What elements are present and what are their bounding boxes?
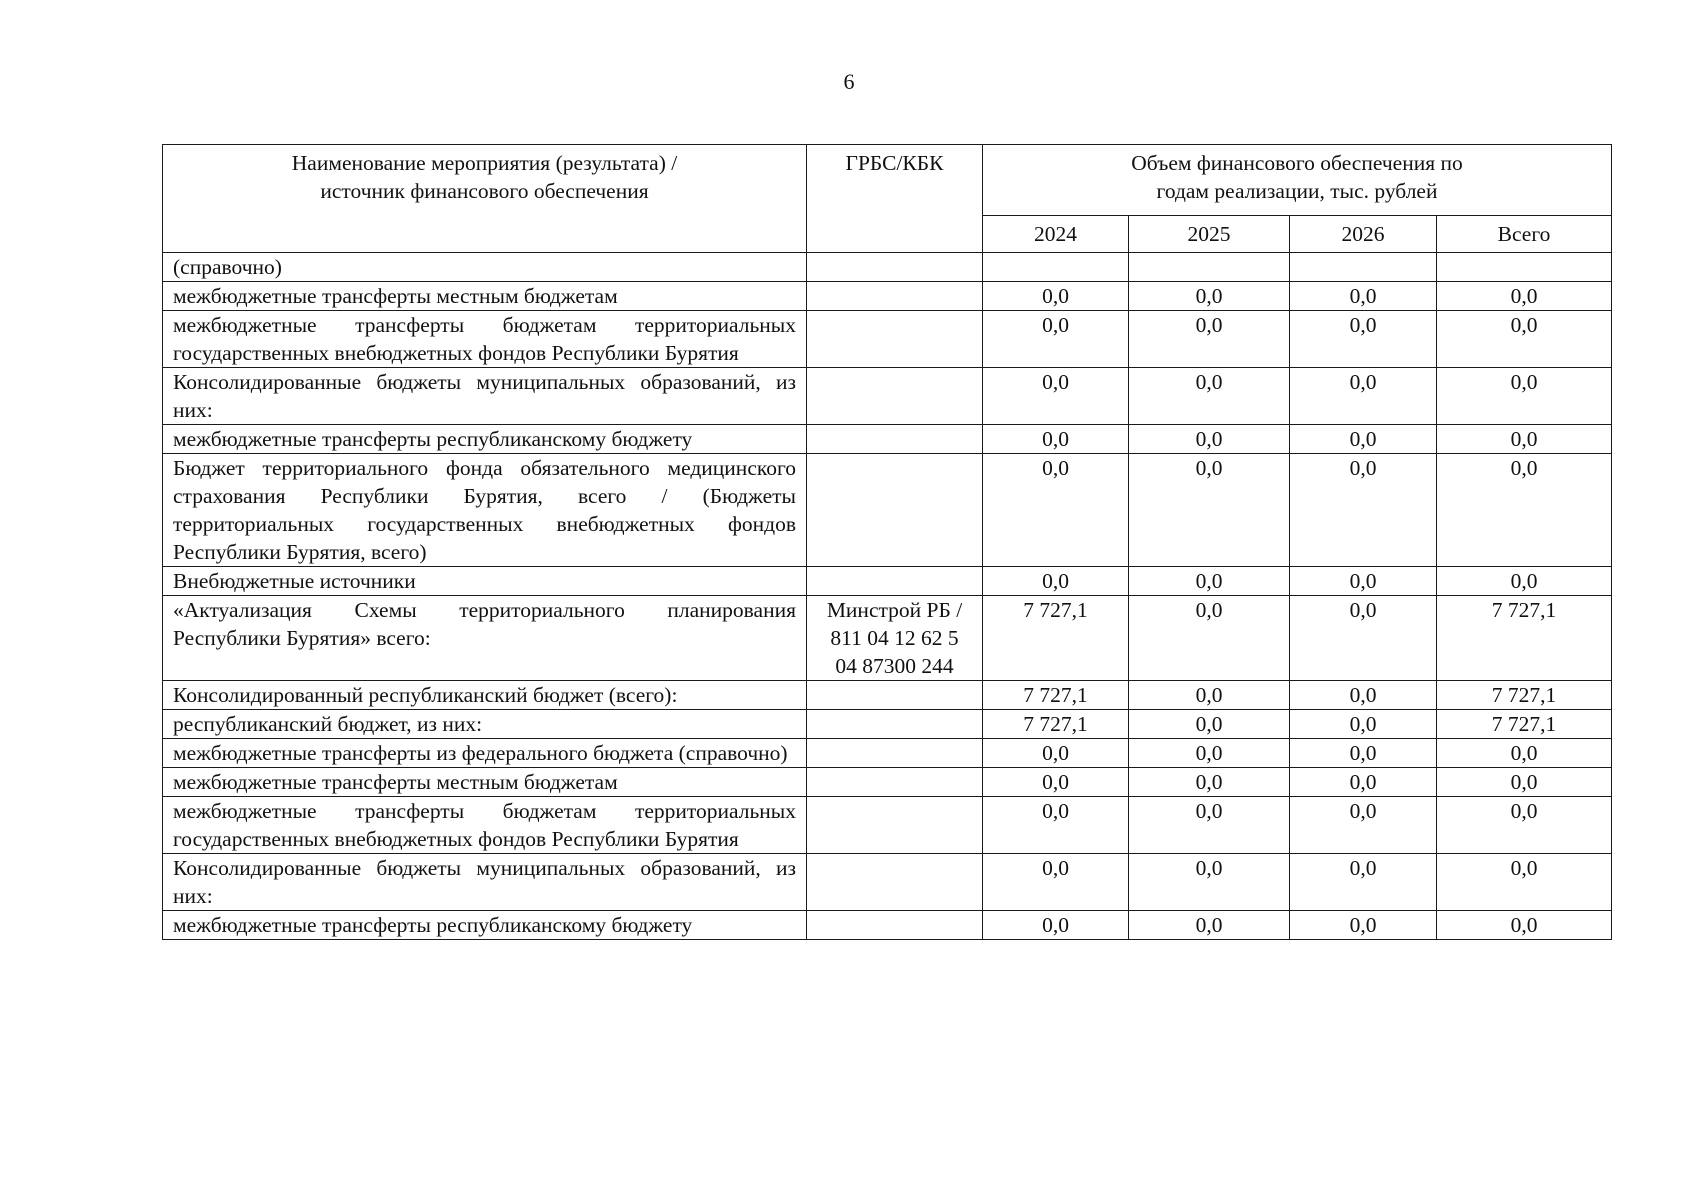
- row-name-cell: «Актуализация Схемы территориального планирования Республики Бурятия» всего:: [163, 596, 807, 681]
- table-row: [163, 454, 1612, 567]
- row-grbs-cell: [807, 797, 983, 854]
- row-value-2024: 0,0: [983, 454, 1129, 567]
- header-total: Всего: [1437, 216, 1612, 253]
- row-value-total: 0,0: [1437, 567, 1612, 596]
- row-value-2025: 0,0: [1129, 911, 1290, 940]
- row-value-total: 0,0: [1437, 854, 1612, 911]
- row-value-2024: 0,0: [983, 311, 1129, 368]
- row-value-2026: 0,0: [1290, 567, 1437, 596]
- page-number: 6: [843, 69, 855, 94]
- row-grbs-cell: [807, 253, 983, 282]
- row-value-2026: 0,0: [1290, 911, 1437, 940]
- row-value-2024: 7 727,1: [983, 596, 1129, 681]
- row-value-2024: 7 727,1: [983, 710, 1129, 739]
- row-value-2025: 0,0: [1129, 425, 1290, 454]
- row-value-total: 0,0: [1437, 911, 1612, 940]
- table-row: [163, 253, 1612, 282]
- row-value-2024: 0,0: [983, 739, 1129, 768]
- row-value-2026: 0,0: [1290, 854, 1437, 911]
- header-year-2024: 2024: [983, 216, 1129, 253]
- row-name-cell: Внебюджетные источники: [163, 567, 807, 596]
- row-value-2025: 0,0: [1129, 368, 1290, 425]
- row-value-2026: 0,0: [1290, 425, 1437, 454]
- table-row: [163, 797, 1612, 854]
- row-value-2026: 0,0: [1290, 739, 1437, 768]
- row-grbs-cell: [807, 567, 983, 596]
- row-value-2025: 0,0: [1129, 710, 1290, 739]
- row-name-cell: Консолидированные бюджеты муниципальных образований, из них:: [163, 368, 807, 425]
- row-value-2024: 0,0: [983, 854, 1129, 911]
- row-value-2025: 0,0: [1129, 311, 1290, 368]
- row-grbs-cell: Минстрой РБ / 811 04 12 62 5 04 87300 244: [807, 596, 983, 681]
- row-name-cell: республиканский бюджет, из них:: [163, 710, 807, 739]
- row-value-2024: 7 727,1: [983, 681, 1129, 710]
- table-row: [163, 567, 1612, 596]
- row-name-cell: межбюджетные трансферты местным бюджетам: [163, 768, 807, 797]
- table-row: [163, 854, 1612, 911]
- row-value-2026: [1290, 253, 1437, 282]
- row-grbs-cell: [807, 854, 983, 911]
- row-value-2024: 0,0: [983, 425, 1129, 454]
- table-body: [163, 253, 1612, 940]
- row-name-cell: межбюджетные трансферты местным бюджетам: [163, 282, 807, 311]
- row-value-2025: 0,0: [1129, 567, 1290, 596]
- header-year-2025: 2025: [1129, 216, 1290, 253]
- row-value-2026: 0,0: [1290, 768, 1437, 797]
- row-value-2024: 0,0: [983, 567, 1129, 596]
- row-value-2024: 0,0: [983, 797, 1129, 854]
- table-row: [163, 681, 1612, 710]
- row-value-total: 7 727,1: [1437, 710, 1612, 739]
- row-value-2024: [983, 253, 1129, 282]
- table-header-row: [163, 145, 1612, 216]
- row-value-2026: 0,0: [1290, 311, 1437, 368]
- table-row: [163, 368, 1612, 425]
- row-name-cell: межбюджетные трансферты республиканскому бюджету: [163, 911, 807, 940]
- row-value-2025: 0,0: [1129, 768, 1290, 797]
- table-row: [163, 282, 1612, 311]
- row-value-2025: 0,0: [1129, 854, 1290, 911]
- table-row: [163, 768, 1612, 797]
- row-grbs-cell: [807, 425, 983, 454]
- row-grbs-cell: [807, 311, 983, 368]
- row-name-cell: Консолидированный республиканский бюджет (всего):: [163, 681, 807, 710]
- row-value-2024: 0,0: [983, 911, 1129, 940]
- table-row: [163, 311, 1612, 368]
- table-row: [163, 596, 1612, 681]
- row-value-2025: [1129, 253, 1290, 282]
- row-value-2025: 0,0: [1129, 797, 1290, 854]
- row-value-total: 0,0: [1437, 368, 1612, 425]
- row-value-2026: 0,0: [1290, 681, 1437, 710]
- row-value-2026: 0,0: [1290, 596, 1437, 681]
- row-value-2026: 0,0: [1290, 282, 1437, 311]
- row-name-cell: межбюджетные трансферты бюджетам территориальных государственных внебюджетных фондов Республики Бурятия: [163, 797, 807, 854]
- row-value-total: 0,0: [1437, 797, 1612, 854]
- row-value-2026: 0,0: [1290, 368, 1437, 425]
- row-value-2025: 0,0: [1129, 739, 1290, 768]
- row-value-total: 0,0: [1437, 454, 1612, 567]
- row-value-total: 7 727,1: [1437, 596, 1612, 681]
- row-value-2024: 0,0: [983, 768, 1129, 797]
- row-value-total: 0,0: [1437, 282, 1612, 311]
- row-value-total: [1437, 253, 1612, 282]
- row-name-cell: межбюджетные трансферты из федерального бюджета (справочно): [163, 739, 807, 768]
- row-value-2024: 0,0: [983, 282, 1129, 311]
- row-value-total: 0,0: [1437, 311, 1612, 368]
- table-row: [163, 739, 1612, 768]
- row-grbs-cell: [807, 768, 983, 797]
- row-value-2025: 0,0: [1129, 681, 1290, 710]
- row-grbs-cell: [807, 282, 983, 311]
- row-value-2025: 0,0: [1129, 282, 1290, 311]
- row-value-total: 7 727,1: [1437, 681, 1612, 710]
- table-row: [163, 911, 1612, 940]
- row-grbs-cell: [807, 710, 983, 739]
- row-value-total: 0,0: [1437, 739, 1612, 768]
- row-value-total: 0,0: [1437, 425, 1612, 454]
- header-grbs-column: ГРБС/КБК: [807, 145, 983, 253]
- row-value-2025: 0,0: [1129, 454, 1290, 567]
- header-name-column: Наименование мероприятия (результата) / источник финансового обеспечения: [163, 145, 807, 253]
- row-grbs-cell: [807, 739, 983, 768]
- row-value-2026: 0,0: [1290, 797, 1437, 854]
- financing-table: [162, 144, 1612, 940]
- row-name-cell: межбюджетные трансферты республиканскому бюджету: [163, 425, 807, 454]
- row-name-cell: (справочно): [163, 253, 807, 282]
- row-name-cell: Бюджет территориального фонда обязательного медицинского страхования Республики Бурятия, всего / (Бюджеты территориальных государственных внебюджетных фондов Республики Бурятия, всего): [163, 454, 807, 567]
- row-value-total: 0,0: [1437, 768, 1612, 797]
- row-grbs-cell: [807, 911, 983, 940]
- table-row: [163, 710, 1612, 739]
- row-name-cell: межбюджетные трансферты бюджетам территориальных государственных внебюджетных фондов Республики Бурятия: [163, 311, 807, 368]
- table-row: [163, 425, 1612, 454]
- row-name-cell: Консолидированные бюджеты муниципальных образований, из них:: [163, 854, 807, 911]
- header-year-2026: 2026: [1290, 216, 1437, 253]
- row-value-2025: 0,0: [1129, 596, 1290, 681]
- header-volume-column: Объем финансового обеспечения по годам реализации, тыс. рублей: [983, 145, 1612, 216]
- row-grbs-cell: [807, 681, 983, 710]
- row-value-2026: 0,0: [1290, 454, 1437, 567]
- row-value-2026: 0,0: [1290, 710, 1437, 739]
- row-grbs-cell: [807, 368, 983, 425]
- row-grbs-cell: [807, 454, 983, 567]
- row-value-2024: 0,0: [983, 368, 1129, 425]
